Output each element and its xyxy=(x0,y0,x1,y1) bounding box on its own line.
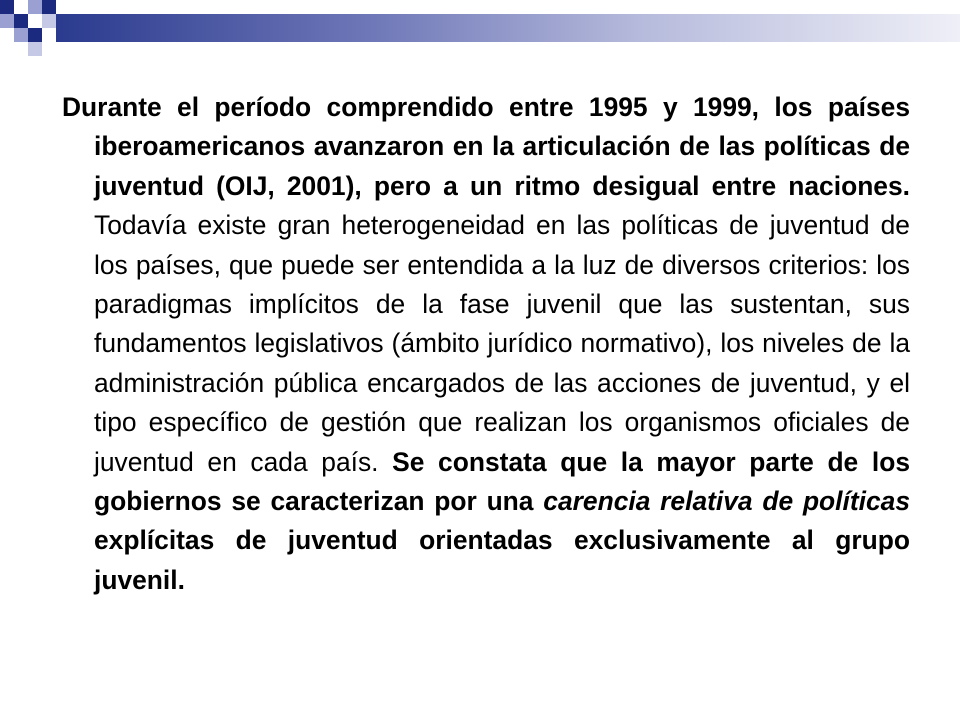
decor-square xyxy=(28,14,42,28)
bold-segment-conclusion: Se constata que la mayor parte de los gobiernos se caracterizan por una xyxy=(94,446,911,517)
decor-square xyxy=(28,0,42,14)
bold-segment-final: explícitas de juventud orientadas exclusivamente al grupo juvenil. xyxy=(94,525,910,595)
header-gradient-band xyxy=(56,14,960,42)
decor-square xyxy=(14,0,28,14)
decor-square xyxy=(14,42,28,56)
decor-square xyxy=(14,14,28,28)
italic-emphasis-segment: carencia relativa de políticas xyxy=(533,486,910,517)
decor-square xyxy=(42,14,56,28)
decor-square xyxy=(42,0,56,14)
decor-square xyxy=(0,28,14,42)
decor-square xyxy=(0,14,14,28)
decor-square xyxy=(28,28,42,42)
decor-square xyxy=(28,42,42,56)
decor-square xyxy=(14,28,28,42)
bold-segment-intro: Durante el período comprendido entre 1995 y 1999, los países iberoamericanos avanzaron en la articulación de las políticas de juventud (OIJ, 2001), pero a un ritmo desigual entre naciones. xyxy=(62,92,910,201)
decor-square xyxy=(0,0,14,14)
body-paragraph xyxy=(62,88,910,600)
slide-body xyxy=(62,88,910,600)
regular-segment: Todavía existe gran heterogeneidad en las políticas de juventud de los países, que puede ser entendida a la luz de diversos criterios: los paradigmas implícitos de la fase juvenil que las sustentan, sus fundamentos legislativos (ámbito jurídico normativo), los niveles de la administración pública encargados de las acciones de juventud, y el tipo específico de gestión que realizan los organismos oficiales de juventud en cada país. xyxy=(94,210,910,477)
